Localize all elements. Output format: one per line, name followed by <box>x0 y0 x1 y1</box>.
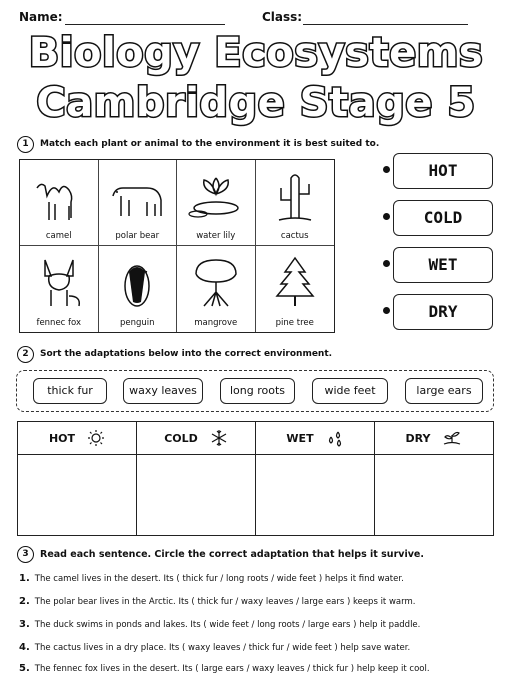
sentence-number: 5. <box>19 663 30 674</box>
sorting-table <box>17 421 494 536</box>
sorting-header-row <box>18 422 493 455</box>
sentence-row <box>19 663 430 674</box>
sentence-number: 3. <box>19 619 30 630</box>
water-lily-icon <box>186 166 246 226</box>
match-dot[interactable] <box>383 307 390 314</box>
adaptation-chip[interactable]: wide feet <box>312 378 388 404</box>
column-label: WET <box>286 431 314 445</box>
item-cell[interactable] <box>177 246 256 332</box>
column-divider <box>255 454 256 535</box>
question-number-1: 1 <box>17 136 34 153</box>
camel-icon <box>29 166 89 226</box>
sentence-row <box>19 642 410 653</box>
sentence-text[interactable]: The duck swims in ponds and lakes. Its ( wide feet / long roots / large ears ) help it paddle. <box>34 620 421 630</box>
item-label: water lily <box>196 231 236 241</box>
matching-grid <box>19 159 335 333</box>
class-label: Class: <box>262 10 303 24</box>
sentence-text[interactable]: The polar bear lives in the Arctic. Its ( thick fur / waxy leaves / large ears ) keeps it warm. <box>34 597 416 607</box>
env-box-hot[interactable]: HOT <box>393 153 493 189</box>
sentence-row <box>19 573 404 584</box>
sun-icon <box>87 429 105 447</box>
question-number-2: 2 <box>17 346 34 363</box>
column-label: DRY <box>405 431 431 445</box>
fennec-fox-icon <box>29 252 89 312</box>
adaptation-chip[interactable]: large ears <box>405 378 483 404</box>
column-label: HOT <box>48 431 76 445</box>
item-cell[interactable] <box>20 246 99 332</box>
mangrove-icon <box>186 252 246 312</box>
sentence-number: 1. <box>19 573 30 584</box>
polar-bear-icon <box>107 166 167 226</box>
env-box-wet[interactable]: WET <box>393 247 493 283</box>
env-box-cold[interactable]: COLD <box>393 200 493 236</box>
water-drops-icon <box>326 429 344 447</box>
item-label: penguin <box>119 318 155 328</box>
adaptation-chip[interactable]: thick fur <box>33 378 107 404</box>
item-cell[interactable] <box>256 246 335 332</box>
sentence-row <box>19 619 420 630</box>
sentence-text[interactable]: The cactus lives in a dry place. Its ( waxy leaves / thick fur / wide feet ) help save water. <box>34 643 411 653</box>
sentence-number: 2. <box>19 596 30 607</box>
column-header-dry <box>375 422 493 454</box>
cactus-icon <box>265 166 325 226</box>
column-header-hot <box>18 422 137 454</box>
adaptation-chip[interactable]: long roots <box>220 378 295 404</box>
sentence-text[interactable]: The fennec fox lives in the desert. Its ( large ears / waxy leaves / thick fur ) help keep it cool. <box>34 664 430 674</box>
match-dot[interactable] <box>383 260 390 267</box>
item-label: camel <box>45 231 72 241</box>
penguin-icon <box>107 252 167 312</box>
sentence-text[interactable]: The camel lives in the desert. Its ( thick fur / long roots / wide feet ) helps it find water. <box>34 574 404 584</box>
page-title-line1: Biology Ecosystems <box>28 30 484 76</box>
item-label: fennec fox <box>36 318 82 328</box>
item-cell[interactable] <box>99 160 178 246</box>
item-label: cactus <box>280 231 309 241</box>
adaptation-chip[interactable]: waxy leaves <box>123 378 203 404</box>
sentence-number: 4. <box>19 642 30 653</box>
column-divider <box>136 454 137 535</box>
column-divider <box>374 454 375 535</box>
name-field[interactable] <box>65 24 225 25</box>
q1-instruction: Match each plant or animal to the environment it is best suited to. <box>40 139 380 149</box>
item-cell[interactable] <box>177 160 256 246</box>
question-number-3: 3 <box>17 546 34 563</box>
item-label: polar bear <box>115 231 160 241</box>
q2-instruction: Sort the adaptations below into the correct environment. <box>40 349 333 359</box>
column-header-wet <box>256 422 375 454</box>
sentence-row <box>19 596 415 607</box>
match-dot[interactable] <box>383 166 390 173</box>
item-cell[interactable] <box>20 160 99 246</box>
item-label: mangrove <box>194 318 238 328</box>
sprout-icon <box>442 429 462 447</box>
snowflake-icon <box>210 429 228 447</box>
item-cell[interactable] <box>256 160 335 246</box>
env-box-dry[interactable]: DRY <box>393 294 493 330</box>
match-dot[interactable] <box>383 213 390 220</box>
class-field[interactable] <box>303 24 468 25</box>
item-cell[interactable] <box>99 246 178 332</box>
item-label: pine tree <box>275 318 314 328</box>
name-label: Name: <box>19 10 63 24</box>
column-label: COLD <box>164 431 198 445</box>
q3-instruction: Read each sentence. Circle the correct adaptation that helps it survive. <box>40 549 424 560</box>
page-title-line2: Cambridge Stage 5 <box>36 80 476 126</box>
column-header-cold <box>137 422 256 454</box>
pine-tree-icon <box>265 252 325 312</box>
